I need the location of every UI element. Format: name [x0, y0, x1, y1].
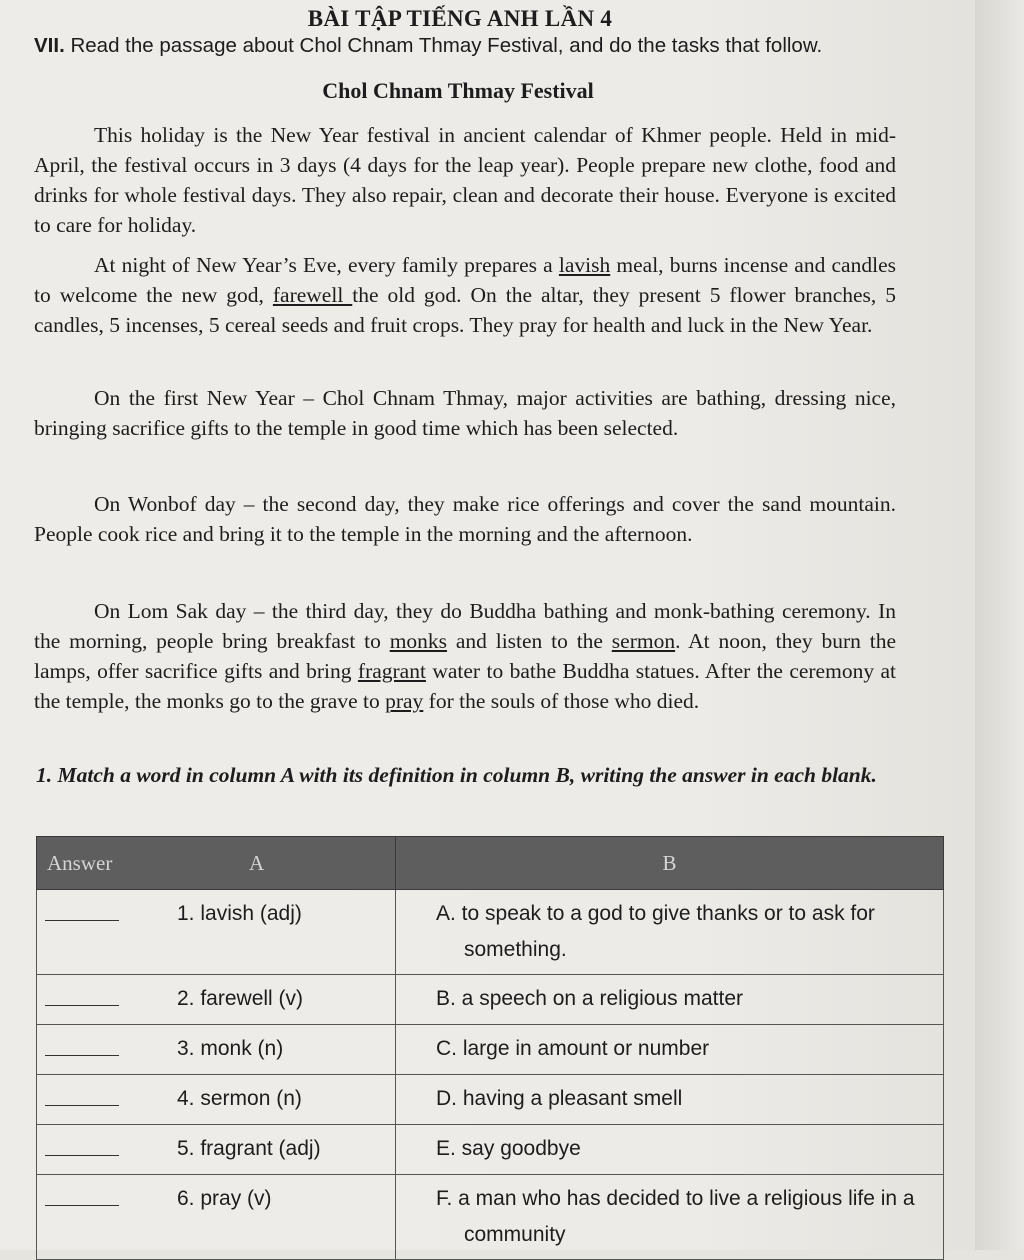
paragraph-5-text-d: water to bathe Buddha statues. After the ceremony at the temple, the monks go to the grave to [34, 659, 896, 713]
definition-cell: C. large in amount or number [396, 1025, 944, 1075]
answer-blank[interactable] [45, 1081, 119, 1106]
definition-cell: E. say goodbye [396, 1125, 944, 1175]
passage-title: Chol Chnam Thmay Festival [322, 78, 594, 103]
header-column-b: B [396, 837, 944, 890]
paragraph-5-text-a: On Lom Sak day – the third day, they do Buddha bathing and monk-bathing ceremony. In the morning, people bring breakfast to [34, 599, 896, 653]
word-cell: 4. sermon (n) [159, 1075, 396, 1125]
section-instruction-text: Read the passage about Chol Chnam Thmay Festival, and do the tasks that follow. [70, 34, 823, 57]
paragraph-2-text-c: the old god. On the altar, they present 5 flower branches, 5 candles, 5 incenses, 5 cereal seeds and fruit crops. They pray for health and luck in the New Year. [34, 283, 896, 337]
paragraph-5-text-b: and listen to the [447, 629, 612, 653]
table-row [37, 1175, 944, 1260]
answer-cell [37, 975, 160, 1025]
section-number: VII. [34, 34, 65, 57]
table-row [37, 890, 944, 975]
answer-blank[interactable] [45, 981, 119, 1006]
answer-cell [37, 1025, 160, 1075]
vocab-sermon: sermon [611, 629, 676, 653]
definition-cell [396, 890, 944, 975]
paragraph-5 [34, 596, 896, 716]
paragraph-2-text-a: At night of New Year’s Eve, every family prepares a [94, 253, 559, 277]
definition-text-cont: community [464, 1223, 566, 1246]
paragraph-1 [34, 120, 896, 240]
paragraph-5-text-e: for the souls of those who died. [423, 689, 700, 713]
vocab-lavish: lavish [558, 253, 611, 277]
vocab-pray: pray [385, 689, 424, 713]
vocab-fragrant: fragrant [357, 659, 426, 683]
word-cell: 1. lavish (adj) [159, 890, 396, 975]
table-header-row [37, 837, 944, 890]
answer-blank[interactable] [45, 896, 119, 921]
section-instruction [34, 34, 934, 58]
table-row [37, 975, 944, 1025]
table-row [37, 1125, 944, 1175]
answer-cell [37, 890, 160, 975]
word-cell: 3. monk (n) [159, 1025, 396, 1075]
paragraph-1-text: This holiday is the New Year festival in ancient calendar of Khmer people. Held in mid-April, the festival occurs in 3 days (4 days for the leap year). People prepare new clothe, food and drinks for whole festival days. They also repair, clean and decorate their house. Everyone is excited to care for holiday. [34, 123, 896, 237]
paragraph-2 [34, 250, 896, 340]
table-row [37, 1025, 944, 1075]
paragraph-3 [34, 383, 896, 443]
paragraph-2-text-b: meal, burns incense and candles to welcome the new god, [34, 253, 896, 307]
answer-blank[interactable] [45, 1181, 119, 1206]
header-answer: Answer [37, 837, 160, 890]
header-column-a: A [159, 837, 396, 890]
worksheet-title: BÀI TẬP TIẾNG ANH LẦN 4 [307, 6, 613, 31]
definition-cell: D. having a pleasant smell [396, 1075, 944, 1125]
paragraph-4 [34, 489, 896, 549]
answer-cell [37, 1075, 160, 1125]
matching-table [36, 836, 944, 1260]
table-row [37, 1075, 944, 1125]
answer-cell [37, 1175, 160, 1260]
definition-text-cont: something. [464, 938, 567, 961]
vocab-farewell: farewell [272, 283, 353, 307]
answer-blank[interactable] [45, 1131, 119, 1156]
paragraph-3-text: On the first New Year – Chol Chnam Thmay, major activities are bathing, dressing nice, bringing sacrifice gifts to the temple in good time which has been selected. [34, 386, 896, 440]
definition-cell: B. a speech on a religious matter [396, 975, 944, 1025]
word-cell: 2. farewell (v) [159, 975, 396, 1025]
answer-cell [37, 1125, 160, 1175]
definition-text: A. to speak to a god to give thanks or to ask for [436, 902, 875, 925]
definition-text: F. a man who has decided to live a religious life in a [436, 1187, 915, 1210]
paragraph-4-text: On Wonbof day – the second day, they make rice offerings and cover the sand mountain. People cook rice and bring it to the temple in the morning and the afternoon. [34, 492, 896, 546]
answer-blank[interactable] [45, 1031, 119, 1056]
paragraph-5-text-c: . At noon, they burn the lamps, offer sacrifice gifts and bring [34, 629, 896, 683]
word-cell: 6. pray (v) [159, 1175, 396, 1260]
word-cell: 5. fragrant (adj) [159, 1125, 396, 1175]
vocab-monks: monks [389, 629, 448, 653]
task-1-instruction: 1. Match a word in column A with its definition in column B, writing the answer in each blank. [36, 763, 877, 787]
page-edge-shadow [975, 0, 1024, 1250]
definition-cell [396, 1175, 944, 1260]
